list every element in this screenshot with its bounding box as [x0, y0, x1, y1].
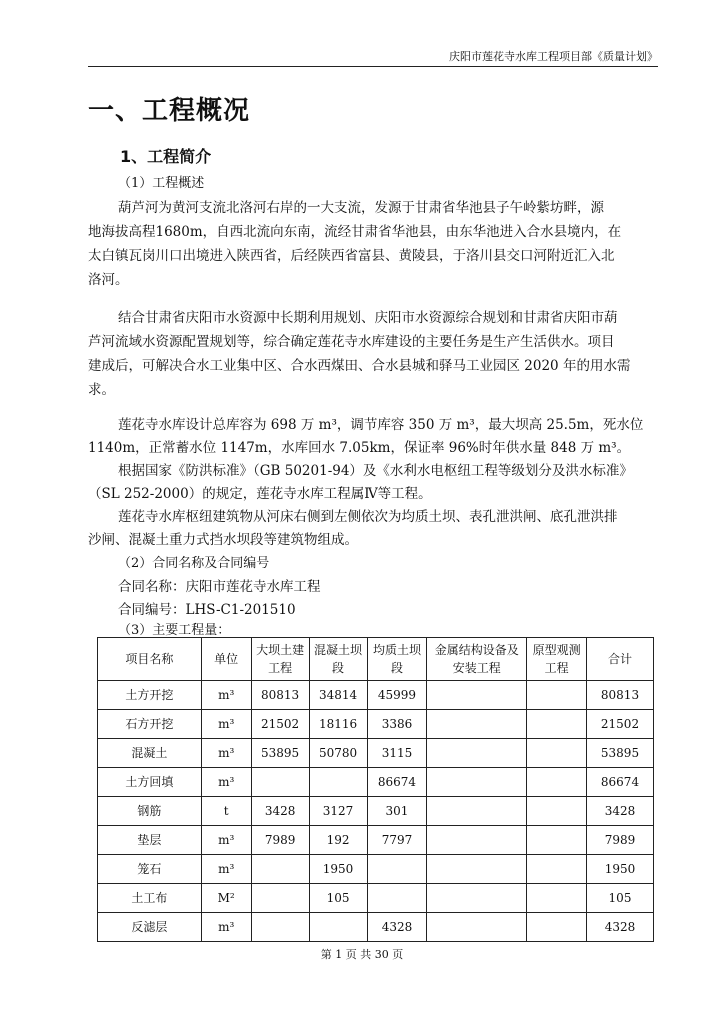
table-cell: 笼石: [98, 855, 202, 884]
table-cell: 105: [587, 884, 654, 913]
table-header-cell: 原型观测工程: [527, 638, 587, 681]
table-row: [98, 681, 654, 710]
paragraph-line: 芦河流域水资源配置规划等，综合确定莲花寺水库建设的主要任务是生产生活供水。项目: [88, 334, 615, 350]
table-cell: 7989: [587, 826, 654, 855]
table-header-cell: 合计: [587, 638, 654, 681]
table-cell: [527, 855, 587, 884]
table-cell: 4328: [367, 913, 427, 942]
table-cell: M²: [201, 884, 251, 913]
table-cell: 3115: [367, 739, 427, 768]
table-cell: [367, 855, 427, 884]
table-cell: [251, 913, 309, 942]
table-cell: [427, 797, 527, 826]
table-cell: 7797: [367, 826, 427, 855]
paragraph-line: 根据国家《防洪标准》（GB 50201-94）及《水利水电枢纽工程等级划分及洪水标准》: [118, 463, 633, 479]
table-cell: 80813: [587, 681, 654, 710]
table-cell: [367, 884, 427, 913]
paragraph-line: 1140m，正常蓄水位 1147m，水库回水 7.05km，保证率 96%时年供水量 848 万 m³。: [88, 440, 631, 456]
table-cell: 3428: [251, 797, 309, 826]
table-cell: [427, 913, 527, 942]
table-header-cell: 金属结构设备及安装工程: [427, 638, 527, 681]
paragraph-purpose: [88, 306, 658, 402]
contract-subheading: （2）合同名称及合同编号: [118, 556, 270, 571]
table-cell: m³: [201, 826, 251, 855]
table-cell: 3127: [309, 797, 367, 826]
table-row: [98, 768, 654, 797]
table-cell: 18116: [309, 710, 367, 739]
table-header-cell: 大坝土建工程: [251, 638, 309, 681]
table-row: [98, 884, 654, 913]
table-cell: [427, 739, 527, 768]
table-cell: m³: [201, 855, 251, 884]
table-cell: [427, 826, 527, 855]
contract-number: 合同编号：LHS-C1-201510: [118, 602, 296, 618]
table-cell: [251, 884, 309, 913]
page-footer: 第 1 页 共 30 页: [320, 948, 404, 961]
table-cell: 34814: [309, 681, 367, 710]
table-cell: [527, 710, 587, 739]
table-row: [98, 826, 654, 855]
table-header-cell: 混凝土坝段: [309, 638, 367, 681]
table-cell: 4328: [587, 913, 654, 942]
table-cell: 钢筋: [98, 797, 202, 826]
table-cell: m³: [201, 739, 251, 768]
table-cell: [527, 826, 587, 855]
table-cell: 3428: [587, 797, 654, 826]
paragraph-line: 洛河。: [88, 272, 129, 288]
table-header-row: [98, 638, 654, 681]
table-cell: m³: [201, 681, 251, 710]
overview-subheading: （1）工程概述: [118, 176, 205, 191]
table-row: [98, 913, 654, 942]
paragraph-line: 葫芦河为黄河支流北洛河右岸的一大支流，发源于甘肃省华池县子午岭紫坊畔，源: [118, 200, 604, 216]
table-cell: 1950: [587, 855, 654, 884]
table-header-cell: 项目名称: [98, 638, 202, 681]
table-cell: 301: [367, 797, 427, 826]
table-cell: t: [201, 797, 251, 826]
paragraph-line: 沙闸、混凝土重力式挡水坝段等建筑物组成。: [88, 532, 358, 548]
table-cell: 1950: [309, 855, 367, 884]
table-cell: 105: [309, 884, 367, 913]
table-cell: 86674: [367, 768, 427, 797]
table-cell: 土方开挖: [98, 681, 202, 710]
table-cell: 土方回填: [98, 768, 202, 797]
paragraph-line: 莲花寺水库枢纽建筑物从河床右侧到左侧依次为均质土坝、表孔泄洪闸、底孔泄洪排: [118, 509, 618, 525]
table-cell: [527, 797, 587, 826]
table-cell: 86674: [587, 768, 654, 797]
table-cell: [527, 739, 587, 768]
table-cell: 石方开挖: [98, 710, 202, 739]
section-heading: 一、工程概况: [88, 96, 251, 126]
table-cell: [251, 768, 309, 797]
table-cell: [427, 768, 527, 797]
table-cell: 21502: [251, 710, 309, 739]
table-row: [98, 855, 654, 884]
contract-name: 合同名称：庆阳市莲花寺水库工程: [118, 579, 321, 595]
table-cell: 53895: [251, 739, 309, 768]
paragraph-line: 地海拔高程1680m，自西北流向东南，流经甘肃省华池县，由东华池进入合水县境内，在: [88, 224, 622, 240]
table-row: [98, 710, 654, 739]
table-cell: 土工布: [98, 884, 202, 913]
paragraph-river: [88, 196, 658, 292]
table-row: [98, 797, 654, 826]
table-cell: [427, 681, 527, 710]
paragraph-line: 莲花寺水库设计总库容为 698 万 m³，调节库容 350 万 m³，最大坝高 25.5m，死水位: [118, 417, 644, 433]
table-cell: [427, 884, 527, 913]
table-cell: [527, 913, 587, 942]
table-cell: [251, 855, 309, 884]
table-cell: [527, 884, 587, 913]
table-header-cell: 单位: [201, 638, 251, 681]
table-cell: [427, 710, 527, 739]
paragraph-line: （SL 252-2000）的规定，莲花寺水库工程属Ⅳ等工程。: [88, 486, 432, 502]
table-cell: 50780: [309, 739, 367, 768]
table-cell: 45999: [367, 681, 427, 710]
paragraph-line: 建成后，可解决合水工业集中区、合水西煤田、合水县城和驿马工业园区 2020 年的用水需: [88, 358, 631, 374]
table-cell: [527, 681, 587, 710]
table-cell: 反滤层: [98, 913, 202, 942]
table-cell: m³: [201, 710, 251, 739]
table-cell: 21502: [587, 710, 654, 739]
paragraph-structures: [88, 506, 658, 552]
subsection-heading: 1、工程简介: [120, 147, 212, 166]
paragraph-capacity: [88, 414, 658, 460]
table-row: [98, 739, 654, 768]
table-cell: [527, 768, 587, 797]
quantities-table: [97, 637, 654, 942]
quantities-subheading: （3）主要工程量：: [118, 623, 231, 638]
table-cell: [427, 855, 527, 884]
table-header-cell: 均质土坝段: [367, 638, 427, 681]
paragraph-standard: [88, 460, 658, 506]
paragraph-line: 结合甘肃省庆阳市水资源中长期利用规划、庆阳市水资源综合规划和甘肃省庆阳市葫: [118, 310, 618, 326]
table-cell: m³: [201, 768, 251, 797]
page-header: 庆阳市莲花寺水库工程项目部《质量计划》: [88, 48, 658, 67]
table-cell: [309, 913, 367, 942]
table-cell: 53895: [587, 739, 654, 768]
paragraph-line: 太白镇瓦岗川口出境进入陕西省，后经陕西省富县、黄陵县，于洛川县交口河附近汇入北: [88, 248, 615, 264]
table-cell: 3386: [367, 710, 427, 739]
table-cell: 192: [309, 826, 367, 855]
table-cell: [309, 768, 367, 797]
paragraph-line: 求。: [88, 382, 115, 398]
table-cell: 7989: [251, 826, 309, 855]
table-cell: 垫层: [98, 826, 202, 855]
table-cell: m³: [201, 913, 251, 942]
table-cell: 混凝土: [98, 739, 202, 768]
table-cell: 80813: [251, 681, 309, 710]
